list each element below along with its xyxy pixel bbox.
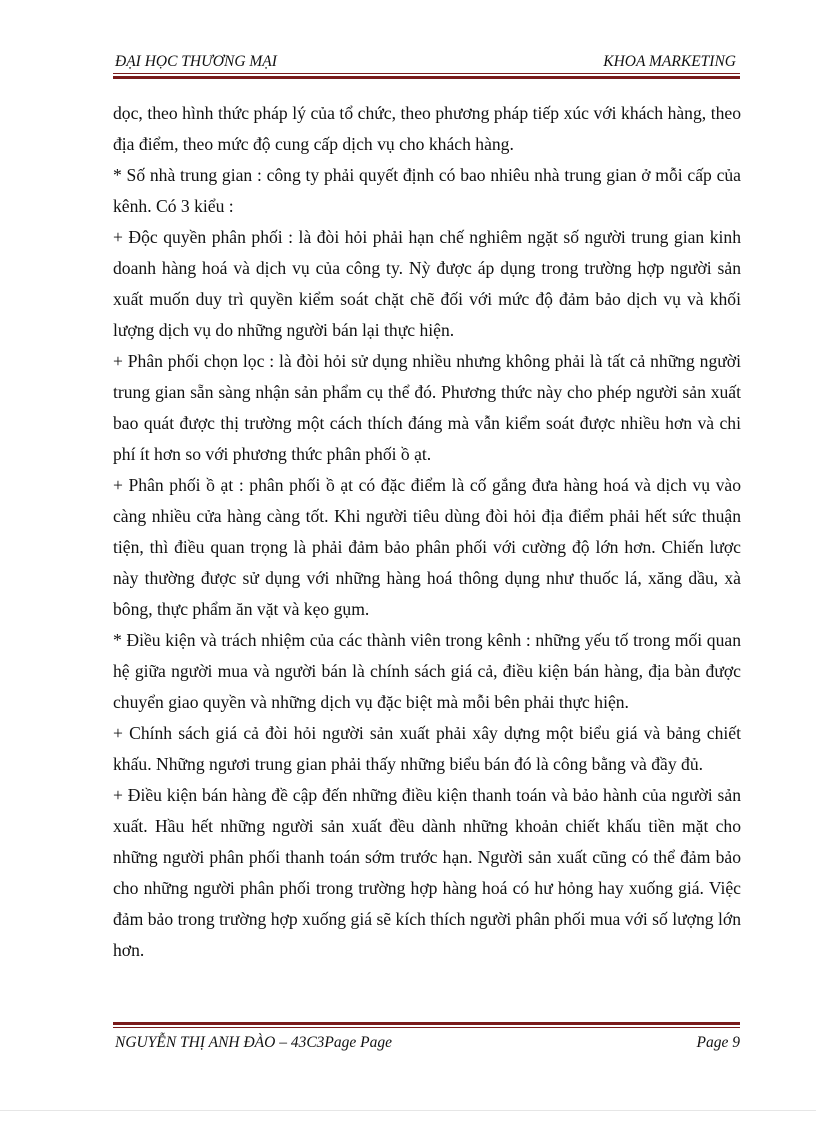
paragraph: + Chính sách giá cả đòi hỏi người sản xuất phải xây dựng một biểu giá và bảng chiết khấu. Những ngươi trung gian phải thấy những biểu bán đó là công bằng và đầy đủ. [113,723,741,774]
body-text [113,98,741,966]
footer-rule [113,1022,740,1028]
page-header [113,51,738,73]
paragraph: + Phân phối ồ ạt : phân phối ồ ạt có đặc điểm là cố gắng đưa hàng hoá và dịch vụ vào càng nhiều cửa hàng càng tốt. Khi người tiêu dùng đòi hỏi địa điểm phải hết sức thuận tiện, thì điều quan trọng là phải đảm bảo phân phối với cường độ lớn hơn. Chiến lược này thường được sử dụng với những hàng hoá thông dụng như thuốc lá, xăng dầu, xà bông, thực phẩm ăn vặt và kẹo gụm. [113,475,741,619]
header-rule [113,73,740,79]
header-faculty: KHOA MARKETING [603,53,736,70]
header-university: ĐẠI HỌC THƯƠNG MẠI [115,53,277,70]
page-edge-divider [0,1110,816,1111]
page-number: Page 9 [696,1034,740,1051]
paragraph: * Số nhà trung gian : công ty phải quyết định có bao nhiêu nhà trung gian ở mỗi cấp của kênh. Có 3 kiểu : [113,165,741,216]
paragraph: * Điều kiện và trách nhiệm của các thành viên trong kênh : những yếu tố trong mối quan hệ giữa người mua và người bán là chính sách giá cả, điều kiện bán hàng, địa bàn được chuyển giao quyền và những dịch vụ đặc biệt mà mỗi bên phải thực hiện. [113,630,741,712]
paragraph: + Độc quyền phân phối : là đòi hỏi phải hạn chế nghiêm ngặt số người trung gian kinh doanh hàng hoá và dịch vụ của công ty. Nỳ được áp dụng trong trường hợp người sản xuất muốn duy trì quyền kiểm soát chặt chẽ đối với mức độ đảm bảo dịch vụ và khối lượng dịch vụ do những người bán lại thực hiện. [113,227,741,340]
paragraph: + Điều kiện bán hàng đề cập đến những điều kiện thanh toán và bảo hành của người sản xuất. Hầu hết những người sản xuất đều dành những khoản chiết khấu tiền mặt cho những người phân phối thanh toán sớm trước hạn. Người sản xuất cũng có thể đảm bảo cho những người phân phối trong trường hợp hàng hoá có hư hỏng hay xuống giá. Việc đảm bảo trong trường hợp xuống giá sẽ kích thích người phân phối mua với số lượng lớn hơn. [113,785,741,960]
paragraph: + Phân phối chọn lọc : là đòi hỏi sử dụng nhiều nhưng không phải là tất cả những người trung gian sẵn sàng nhận sản phẩm cụ thể đó. Phương thức này cho phép người sản xuất bao quát được thị trường một cách thích đáng mà vẫn kiểm soát được nhiều hơn và chi phí ít hơn so với phương thức phân phối ồ ạt. [113,351,741,464]
paragraph: dọc, theo hình thức pháp lý của tổ chức, theo phương pháp tiếp xúc với khách hàng, theo địa điểm, theo mức độ cung cấp dịch vụ cho khách hàng. [113,103,741,154]
footer-author: NGUYỄN THỊ ANH ĐÀO – 43C3Page Page [115,1034,392,1051]
